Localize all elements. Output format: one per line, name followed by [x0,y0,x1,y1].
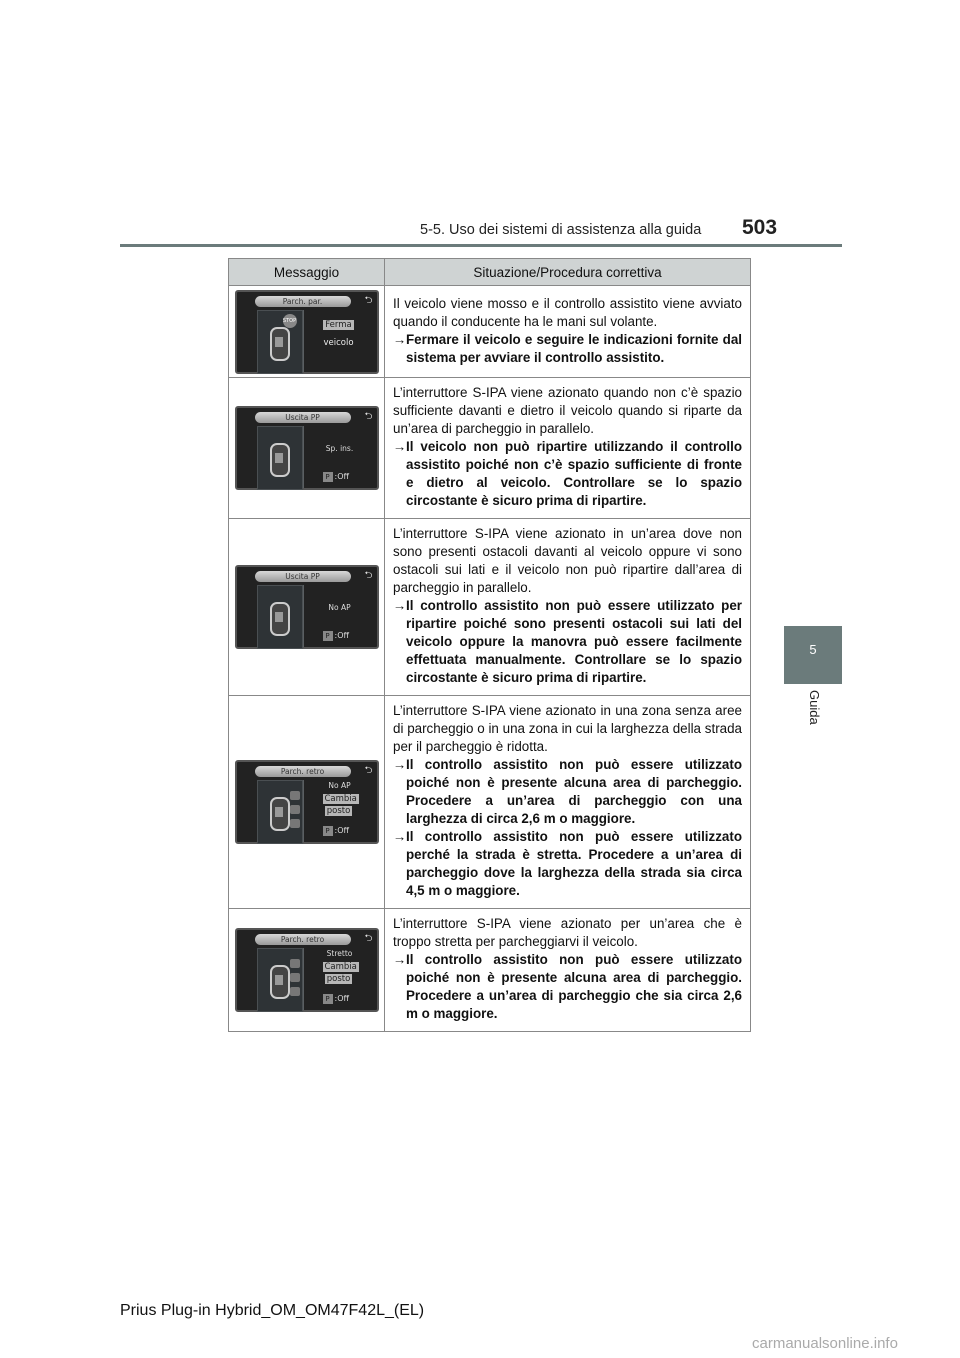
arrow-icon: → [393,757,407,772]
off-indicator: P :Off [323,994,350,1004]
procedure-item: → Il controllo assistito non può essere utilizzato per ripartire poiché sono presenti ostacoli sui lati del veicolo oppure la manovra può essere facilmente effettuata manualmente. Controllare se lo spazio circostante è sicuro prima di ripartire. [393,598,742,685]
screen-message: posto [326,806,351,816]
car-icon [270,797,290,831]
back-arrow-icon: ⮌ [364,294,373,306]
arrow-icon: → [393,952,407,967]
car-icon [270,327,290,361]
car-icon [270,602,290,636]
screen-message: veicolo [323,337,354,348]
watermark: carmanualsonline.info [752,1335,898,1352]
off-indicator: P :Off [323,472,350,482]
parking-icon: P [323,994,333,1004]
procedure-item: → Il controllo assistito non può essere utilizzato perché la strada è stretta. Procedere a un’area di parcheggio dove la larghezza della strada sia circa 4,5 m o maggiore. [393,829,742,898]
arrow-icon: → [393,331,407,347]
situation-text: L’interruttore S-IPA viene azionato quando non c’è spazio sufficiente davanti e dietro il veicolo quando si riparte da un’area di parcheggio in parallelo. [393,385,742,436]
car-view [257,585,303,649]
arrow-icon: → [393,829,407,844]
column-header-situation: Situazione/Procedura correttiva [385,259,751,286]
screen-message: No AP [328,603,351,612]
chapter-number: 5 [809,642,817,657]
mode-label: Parch. retro [255,934,351,945]
off-indicator: P :Off [323,631,350,641]
car-icon [270,443,290,477]
car-view [257,426,303,490]
screen-message: Sp. ins. [325,444,354,453]
table-row [229,696,751,909]
mode-label: Uscita PP [255,571,351,582]
arrow-icon: → [393,598,407,613]
display-screen [235,760,379,844]
display-screen [235,290,379,374]
situation-text: Il veicolo viene mosso e il controllo assistito viene avviato quando il conducente ha le mani sul volante. [393,295,742,329]
car-view [257,948,303,1012]
footer-model: Prius Plug-in Hybrid_OM_OM47F42L_(EL) [120,1302,425,1319]
page-number: 503 [742,216,778,239]
screen-message: Cambia [324,794,357,804]
arrow-icon: → [393,439,407,454]
chapter-label: Guida [807,690,822,725]
parking-icon: P [323,472,333,482]
procedure-item: → Il controllo assistito non può essere utilizzato poiché non è presente alcuna area di parcheggio. Procedere a un’area di parcheggio che sia circa 2,6 m o maggiore. [393,952,742,1021]
situation-text: L’interruttore S-IPA viene azionato in una zona senza aree di parcheggio o in una zona in cui la larghezza della strada per il parcheggio è ridotta. [393,703,742,754]
procedure-item: → Il veicolo non può ripartire utilizzando il controllo assistito poiché non c’è spazio sufficiente di fronte e dietro al veicolo. Controllare se lo spazio circostante è sicuro prima di ripartire. [393,439,742,508]
screen-message: posto [326,974,351,984]
message-table [228,258,751,1032]
header-rule [120,244,842,247]
situation-text: L’interruttore S-IPA viene azionato in un’area dove non sono presenti ostacoli davanti al veicolo oppure vi sono ostacoli sui lati e il veicolo non può ripartire dall’area di parcheggio in parallelo. [393,526,742,595]
off-indicator: P :Off [323,826,350,836]
mode-label: Uscita PP [255,412,351,423]
table-row [229,286,751,378]
screen-message: Cambia [324,962,357,972]
parking-icon: P [323,826,333,836]
situation-text: L’interruttore S-IPA viene azionato per un’area che è troppo stretta per parcheggiarvi il veicolo. [393,916,742,949]
table-row [229,519,751,696]
stop-icon: STOP [283,314,297,328]
section-title: 5-5. Uso dei sistemi di assistenza alla guida [420,222,702,238]
table-row [229,378,751,519]
screen-message: Ferma [325,319,352,330]
screen-message: No AP [328,781,351,790]
procedure-item: → Fermare il veicolo e seguire le indicazioni fornite dal sistema per avviare il controllo assistito. [393,331,742,365]
display-screen [235,406,379,490]
parking-icon: P [323,631,333,641]
back-arrow-icon: ⮌ [364,933,373,944]
mode-label: Parch. par. [255,296,351,307]
procedure-item: → Il controllo assistito non può essere utilizzato poiché non è presente alcuna area di parcheggio. Procedere a un’area di parcheggio con una larghezza di circa 2,6 m o maggiore. [393,757,742,826]
car-view [257,780,303,844]
back-arrow-icon: ⮌ [364,570,373,581]
back-arrow-icon: ⮌ [364,411,373,422]
chapter-tab [784,626,842,684]
column-header-message: Messaggio [229,259,385,286]
mode-label: Parch. retro [255,766,351,777]
screen-message: Stretto [326,949,353,958]
back-arrow-icon: ⮌ [364,765,373,776]
table-row [229,909,751,1032]
display-screen [235,928,379,1012]
car-icon [270,965,290,999]
display-screen [235,565,379,649]
